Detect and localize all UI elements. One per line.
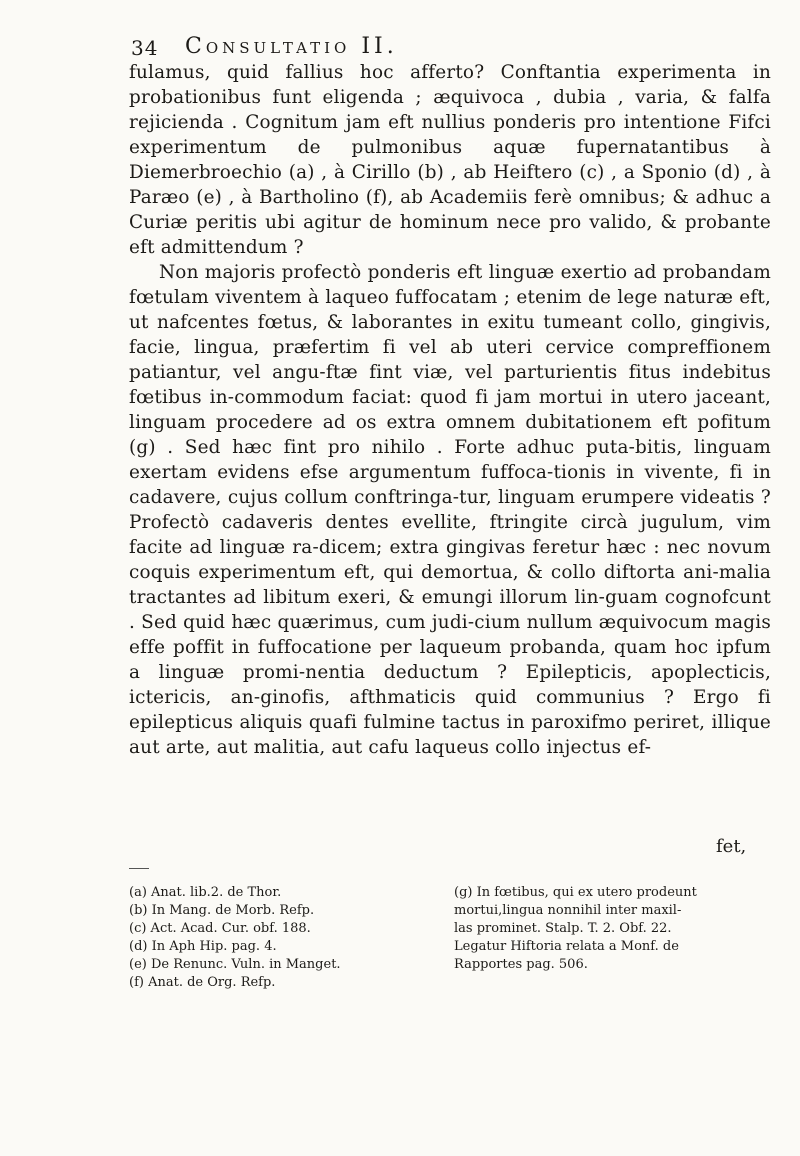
paragraph-2: Non majoris profectò ponderis eft linguæ exertio ad probandam fœtulam viventem à laqueo fuffocatam ; etenim de lege naturæ eft, ut nafcentes fœtus, & laborantes in exitu tumeant collo, gingivis, facie, lingua, præfertim fi vel ab uteri cervice compreffionem patiantur, vel angu-ftæ fint viæ, vel parturientis fitus indebitus fœtibus in-commodum faciat: quod fi jam mortui in utero jaceant, linguam procedere ad os extra omnem dubitationem eft pofitum (g) . Sed hæc fint pro nihilo . Forte adhuc puta-bitis, linguam exertam evidens efse argumentum fuffoca-tionis in vivente, fi in cadavere, cujus collum conftringa-tur, linguam erumpere videatis ? Profectò cadaveris dentes evellite, ftringite circà jugulum, vim facite ad linguæ ra-dicem; extra gingivas feretur hæc : nec novum coquis experimentum eft, qui demortua, & collo diftorta ani-malia tractantes ad libitum exeri, & emungi illorum lin-guam cognofcunt . Sed quid hæc quærimus, cum judi-cium nullum æquivocum magis effe poffit in fuffocatione per laqueum probanda, quam hoc ipfum a linguæ promi-nentia deductum ? Epilepticis, apoplecticis, ictericis, an-ginofis, afthmaticis quid communius ? Ergo fi epilepticus aliquis quafi fulmine tactus in paroxifmo periret, illique aut arte, aut malitia, aut cafu laqueus collo injectus ef- (129, 262, 771, 758)
footnote-a: (a) Anat. lib.2. de Thor. (129, 885, 282, 900)
footnotes-left-column (129, 884, 429, 992)
running-title: Consultatio II. (185, 34, 398, 59)
main-text (129, 60, 771, 760)
footnote-rule (129, 868, 149, 869)
footnote-d: (d) In Aph Hip. pag. 4. (129, 939, 277, 954)
footnote-g-line: Rapportes pag. 506. (454, 957, 588, 972)
footnote-g-line: (g) In fœtibus, qui ex utero prodeunt (454, 885, 697, 900)
page-header (0, 36, 800, 62)
paragraph-1: fulamus, quid fallius hoc afferto? Conftantia experimenta in probationibus funt eligenda ; æquivoca , dubia , varia, & falfa rejicienda . Cognitum jam eft nullius ponderis pro intentione Fifci experimentum de pulmonibus aquæ fupernatantibus à Diemerbroechio (a) , à Cirillo (b) , ab Heiftero (c) , a Sponio (d) , à Paræo (e) , à Bartholino (f), ab Academiis ferè omnibus; & adhuc a Curiæ peritis ubi agitur de hominum nece pro valido, & probante eft admittendum ? (129, 62, 771, 258)
footnote-g-line: mortui,lingua nonnihil inter maxil- (454, 903, 682, 918)
page-number: 34 (131, 36, 159, 60)
catchword: fet, (716, 836, 747, 857)
footnotes-right-column (454, 884, 774, 974)
footnote-b: (b) In Mang. de Morb. Refp. (129, 903, 315, 918)
footnote-c: (c) Act. Acad. Cur. obf. 188. (129, 921, 311, 936)
footnote-g-line: las prominet. Stalp. T. 2. Obf. 22. (454, 921, 672, 936)
footnote-g-line: Legatur Hiftoria relata a Monf. de (454, 939, 679, 954)
footnote-e: (e) De Renunc. Vuln. in Manget. (129, 957, 341, 972)
footnote-f: (f) Anat. de Org. Refp. (129, 975, 276, 990)
